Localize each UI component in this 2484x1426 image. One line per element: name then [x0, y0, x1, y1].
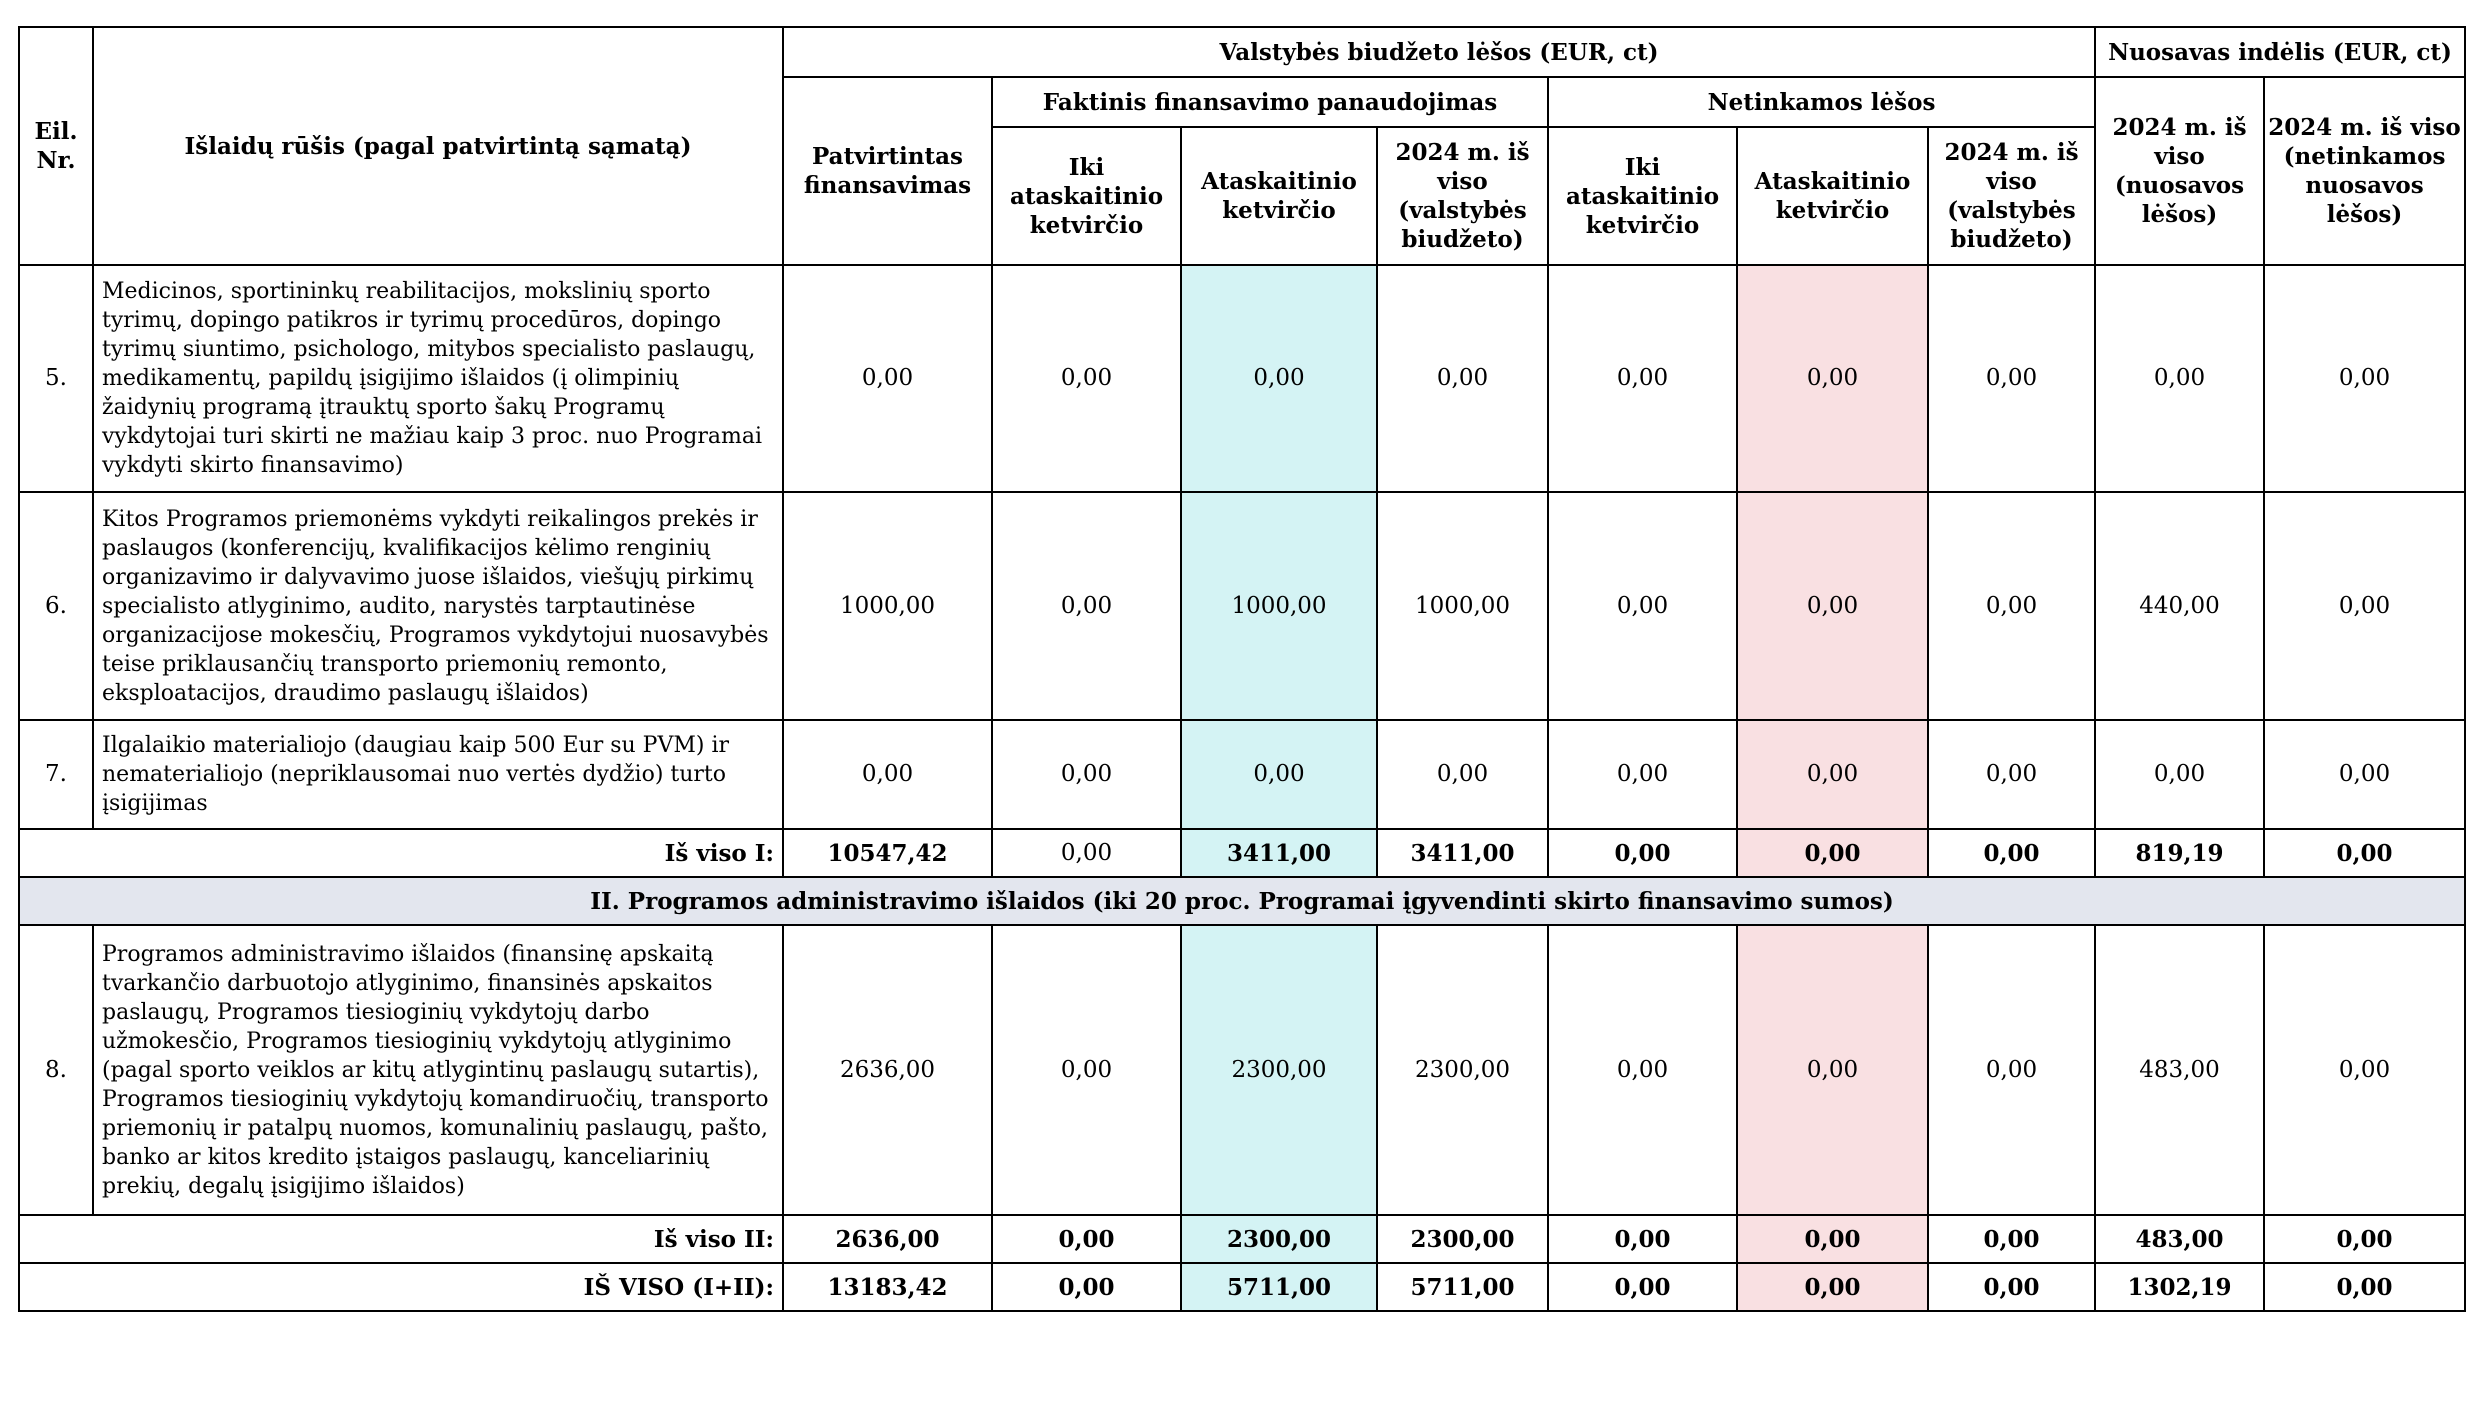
total-cell: 0,00	[1737, 1263, 1928, 1311]
cell-patvirtintas: 1000,00	[783, 492, 992, 720]
total-cell: 3411,00	[1181, 829, 1377, 877]
header-netinkamos-iki-ataskaitinio: Iki ataskaitinio ketvirčio	[1548, 127, 1737, 265]
table-row	[19, 265, 2465, 492]
table-row	[19, 492, 2465, 720]
cell-patvirtintas: 2636,00	[783, 925, 992, 1215]
total-cell: 819,19	[2095, 829, 2264, 877]
header-patvirtintas-finansavimas: Patvirtintas finansavimas	[783, 77, 992, 265]
cell-netinkamos-nuosavos-2024: 0,00	[2264, 265, 2465, 492]
total-cell: 0,00	[2264, 1215, 2465, 1263]
cell-netinkamos-iki: 0,00	[1548, 925, 1737, 1215]
total-cell: 0,00	[2264, 1263, 2465, 1311]
cell-netinkamos-ataskaitinio: 0,00	[1737, 492, 1928, 720]
cell-netinkamos-iki: 0,00	[1548, 720, 1737, 829]
cell-nuosavos-2024: 483,00	[2095, 925, 2264, 1215]
header-netinkamos-2024-valstybes: 2024 m. iš viso (valstybės biudžeto)	[1928, 127, 2095, 265]
total-cell: 0,00	[992, 1215, 1181, 1263]
total-cell: 0,00	[1928, 829, 2095, 877]
header-netinkamos-ataskaitinio: Ataskaitinio ketvirčio	[1737, 127, 1928, 265]
header-islaidu-rusis: Išlaidų rūšis (pagal patvirtintą sąmatą)	[93, 27, 783, 265]
total-row-all	[19, 1263, 2465, 1311]
header-faktinis-2024-valstybes: 2024 m. iš viso (valstybės biudžeto)	[1377, 127, 1548, 265]
row-number: 5.	[19, 265, 93, 492]
row-number: 6.	[19, 492, 93, 720]
cell-netinkamos-2024: 0,00	[1928, 720, 2095, 829]
cell-netinkamos-nuosavos-2024: 0,00	[2264, 925, 2465, 1215]
table-row	[19, 925, 2465, 1215]
total-cell: 2636,00	[783, 1215, 992, 1263]
cell-faktinis-2024: 0,00	[1377, 720, 1548, 829]
row-description: Ilgalaikio materialiojo (daugiau kaip 500 Eur su PVM) ir nematerialiojo (nepriklausomai nuo vertės dydžio) turto įsigijimas	[93, 720, 783, 829]
total-cell: 2300,00	[1181, 1215, 1377, 1263]
header-2024-nuosavos-lesos: 2024 m. iš viso (nuosavos lėšos)	[2095, 77, 2264, 265]
row-number: 8.	[19, 925, 93, 1215]
total-cell: 0,00	[2264, 829, 2465, 877]
header-valstybes-biudzeto-lesos: Valstybės biudžeto lėšos (EUR, ct)	[783, 27, 2095, 77]
section-ii-title: II. Programos administravimo išlaidos (iki 20 proc. Programai įgyvendinti skirto finansavimo sumos)	[19, 877, 2465, 925]
total-cell: 0,00	[1928, 1215, 2095, 1263]
total-cell: 3411,00	[1377, 829, 1548, 877]
total-cell: 0,00	[1548, 829, 1737, 877]
header-nuosavas-indelis: Nuosavas indėlis (EUR, ct)	[2095, 27, 2465, 77]
cell-faktinis-ataskaitinio: 0,00	[1181, 720, 1377, 829]
row-description: Programos administravimo išlaidos (finansinę apskaitą tvarkančio darbuotojo atlyginimo, finansinės apskaitos paslaugų, Programos tiesioginių vykdytojų darbo užmokesčio, Programos tiesioginių vykdytojų atlyginimo (pagal sporto veiklos ar kitų atlygintinų paslaugų sutartis), Programos tiesioginių vykdytojų komandiruočių, transporto priemonių ir patalpų nuomos, komunalinių paslaugų, pašto, banko ar kitos kredito įstaigos paslaugų, kanceliarinių prekių, degalų įsigijimo išlaidos)	[93, 925, 783, 1215]
row-description: Kitos Programos priemonėms vykdyti reikalingos prekės ir paslaugos (konferencijų, kvalifikacijos kėlimo renginių organizavimo ir dalyvavimo juose išlaidos, viešųjų pirkimų specialisto atlyginimo, audito, narystės tarptautinėse organizacijose mokesčių, Programos vykdytojui nuosavybės teise priklausančių transporto priemonių remonto, eksploatacijos, draudimo paslaugų išlaidos)	[93, 492, 783, 720]
cell-netinkamos-iki: 0,00	[1548, 492, 1737, 720]
total-cell: 483,00	[2095, 1215, 2264, 1263]
cell-nuosavos-2024: 0,00	[2095, 265, 2264, 492]
total-label: Iš viso II:	[19, 1215, 783, 1263]
header-netinkamos-lesos: Netinkamos lėšos	[1548, 77, 2095, 127]
cell-faktinis-ataskaitinio: 0,00	[1181, 265, 1377, 492]
total-label: Iš viso I:	[19, 829, 783, 877]
total-cell: 0,00	[1548, 1263, 1737, 1311]
header-eil-nr: Eil. Nr.	[19, 27, 93, 265]
cell-netinkamos-ataskaitinio: 0,00	[1737, 720, 1928, 829]
financial-report-table	[18, 26, 2466, 1312]
cell-netinkamos-2024: 0,00	[1928, 492, 2095, 720]
header-2024-netinkamos-nuosavos-lesos: 2024 m. iš viso (netinkamos nuosavos lėšos)	[2264, 77, 2465, 265]
total-row-ii	[19, 1215, 2465, 1263]
total-cell: 0,00	[1548, 1215, 1737, 1263]
header-faktinis-ataskaitinio: Ataskaitinio ketvirčio	[1181, 127, 1377, 265]
cell-nuosavos-2024: 0,00	[2095, 720, 2264, 829]
cell-faktinis-iki: 0,00	[992, 492, 1181, 720]
cell-netinkamos-2024: 0,00	[1928, 265, 2095, 492]
total-cell: 1302,19	[2095, 1263, 2264, 1311]
header-faktinis-iki-ataskaitinio: Iki ataskaitinio ketvirčio	[992, 127, 1181, 265]
cell-netinkamos-nuosavos-2024: 0,00	[2264, 720, 2465, 829]
cell-patvirtintas: 0,00	[783, 720, 992, 829]
cell-faktinis-iki: 0,00	[992, 720, 1181, 829]
cell-patvirtintas: 0,00	[783, 265, 992, 492]
cell-faktinis-2024: 1000,00	[1377, 492, 1548, 720]
total-label: IŠ VISO (I+II):	[19, 1263, 783, 1311]
total-cell: 2300,00	[1377, 1215, 1548, 1263]
total-row-i	[19, 829, 2465, 877]
header-faktinis-finansavimo-panaudojimas: Faktinis finansavimo panaudojimas	[992, 77, 1548, 127]
total-cell: 5711,00	[1377, 1263, 1548, 1311]
total-cell: 0,00	[992, 1263, 1181, 1311]
total-cell: 0,00	[1737, 829, 1928, 877]
total-cell: 10547,42	[783, 829, 992, 877]
cell-faktinis-2024: 0,00	[1377, 265, 1548, 492]
cell-netinkamos-ataskaitinio: 0,00	[1737, 925, 1928, 1215]
total-cell: 13183,42	[783, 1263, 992, 1311]
row-description: Medicinos, sportininkų reabilitacijos, mokslinių sporto tyrimų, dopingo patikros ir tyrimų procedūros, dopingo tyrimų siuntimo, psichologo, mitybos specialisto paslaugų, medikamentų, papildų įsigijimo išlaidos (į olimpinių žaidynių programą įtrauktų sporto šakų Programų vykdytojai turi skirti ne mažiau kaip 3 proc. nuo Programai vykdyti skirto finansavimo)	[93, 265, 783, 492]
cell-faktinis-iki: 0,00	[992, 265, 1181, 492]
cell-nuosavos-2024: 440,00	[2095, 492, 2264, 720]
table-row	[19, 720, 2465, 829]
cell-faktinis-2024: 2300,00	[1377, 925, 1548, 1215]
total-cell: 0,00	[1737, 1215, 1928, 1263]
cell-faktinis-ataskaitinio: 2300,00	[1181, 925, 1377, 1215]
total-cell: 0,00	[992, 829, 1181, 877]
cell-netinkamos-nuosavos-2024: 0,00	[2264, 492, 2465, 720]
total-cell: 0,00	[1928, 1263, 2095, 1311]
cell-faktinis-ataskaitinio: 1000,00	[1181, 492, 1377, 720]
section-ii-row	[19, 877, 2465, 925]
cell-netinkamos-2024: 0,00	[1928, 925, 2095, 1215]
cell-faktinis-iki: 0,00	[992, 925, 1181, 1215]
cell-netinkamos-ataskaitinio: 0,00	[1737, 265, 1928, 492]
row-number: 7.	[19, 720, 93, 829]
cell-netinkamos-iki: 0,00	[1548, 265, 1737, 492]
total-cell: 5711,00	[1181, 1263, 1377, 1311]
